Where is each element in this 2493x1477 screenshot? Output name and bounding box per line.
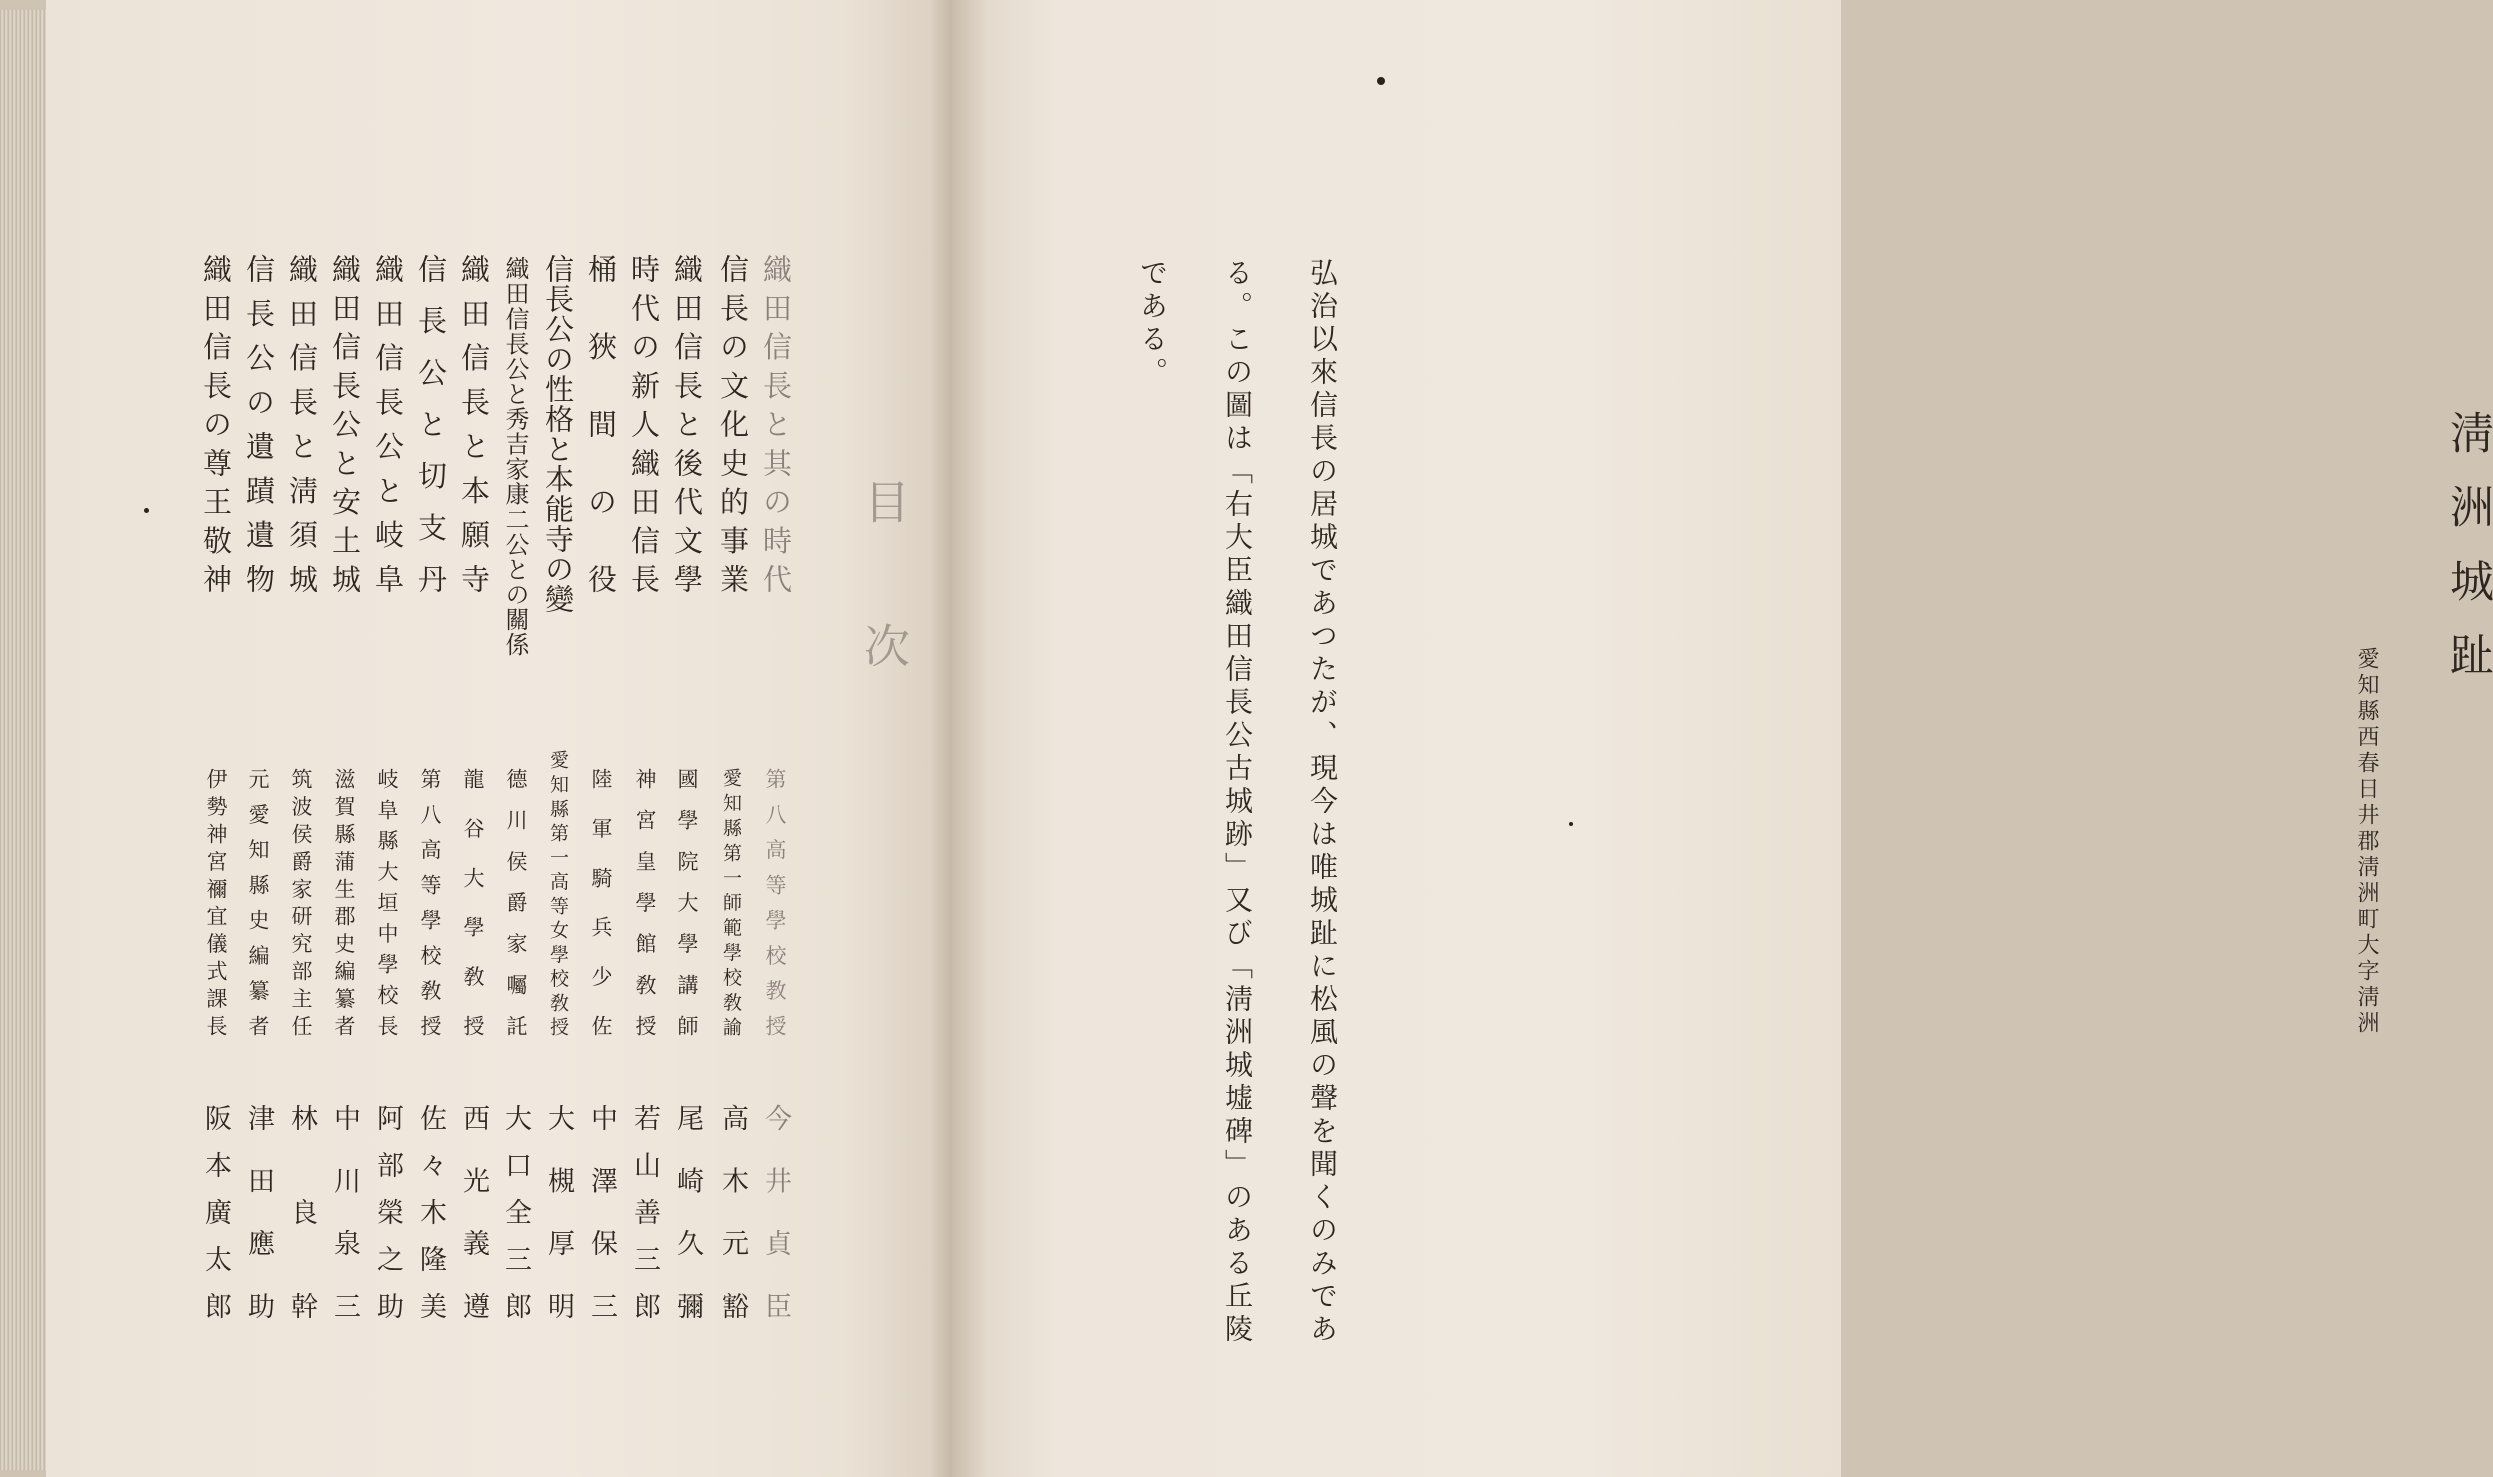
toc-author: 西光義遵 (458, 1104, 489, 1319)
toc-author: 阪本廣太郎 (200, 1104, 231, 1319)
toc-chapter: 織田信長と後代文學 (670, 254, 704, 594)
toc-author: 中澤保三 (586, 1104, 617, 1319)
toc-affiliation: 滋賀縣蒲生郡史編纂者 (332, 768, 356, 1036)
toc-author: 若山善三郎 (629, 1104, 660, 1319)
toc-affiliation: 筑波侯爵家研究部主任 (289, 768, 313, 1036)
toc-affiliation: 伊勢神宮禰宜儀式課長 (204, 768, 228, 1036)
ink-speck (144, 508, 149, 513)
toc-chapter: 桶狹間の役 (584, 254, 618, 594)
plate-address: 愛知縣西春日井郡淸洲町大字淸洲 (2354, 647, 2379, 1037)
toc-author: 大槻厚明 (543, 1104, 574, 1319)
toc-affiliation: 岐阜縣大垣中學校長 (375, 768, 399, 1036)
toc-author: 津田應助 (243, 1104, 274, 1319)
toc-affiliation: 神宮皇學館敎授 (633, 768, 657, 1036)
toc-chapter: 織田信長と淸須城 (285, 254, 319, 594)
toc-affiliation: 陸軍騎兵少佐 (589, 768, 613, 1036)
toc-chapter: 織田信長公と岐阜 (371, 254, 405, 594)
toc-affiliation: 德川侯爵家囑託 (504, 768, 528, 1036)
toc-author: 佐々木隆美 (415, 1104, 446, 1319)
left-page (46, 0, 952, 1477)
ink-speck (1569, 822, 1573, 826)
caption-line: る。この圖は「右大臣織田信長公古城跡」又び「淸洲城墟碑」のある丘陵 (1221, 258, 1254, 1347)
page-edges (0, 10, 52, 1470)
toc-chapter: 信長公と切支丹 (414, 254, 448, 594)
toc-chapter: 信長公の性格と本能寺の變 (541, 254, 575, 614)
toc-affiliation: 第八高等學校教授 (763, 768, 787, 1036)
ink-speck (1377, 77, 1385, 85)
toc-author: 林良幹 (286, 1104, 317, 1319)
toc-chapter: 織田信長の尊王敬神 (199, 254, 233, 594)
toc-chapter: 織田信長と其の時代 (759, 254, 793, 594)
toc-affiliation: 龍谷大學敎授 (461, 768, 485, 1036)
toc-author: 大口全三郎 (500, 1104, 531, 1319)
toc-chapter: 織田信長公と秀吉家康二公との關係 (501, 256, 529, 656)
toc-chapter: 信長の文化史的事業 (716, 254, 750, 594)
toc-affiliation: 愛知縣第一師範學校敎諭 (720, 768, 742, 1036)
toc-chapter: 時代の新人織田信長 (627, 254, 661, 594)
toc-author: 尾崎久彌 (672, 1104, 703, 1319)
toc-affiliation: 愛知縣第一高等女學校敎授 (547, 750, 569, 1036)
right-page (952, 0, 2493, 1477)
toc-affiliation: 元愛知縣史編纂者 (246, 768, 270, 1036)
toc-heading: 目次 (857, 478, 911, 766)
toc-author: 阿部榮之助 (372, 1104, 403, 1319)
toc-chapter: 信長公の遺蹟遺物 (242, 254, 276, 594)
plate-title: 淸洲城趾 (2442, 410, 2493, 706)
toc-affiliation: 國學院大學講師 (675, 768, 699, 1036)
toc-affiliation: 第八高等學校敎授 (418, 768, 442, 1036)
toc-author: 高木元豁 (717, 1104, 748, 1319)
toc-author: 中川泉三 (329, 1104, 360, 1319)
caption-line: である。 (1136, 258, 1169, 390)
toc-chapter: 織田信長公と安土城 (328, 254, 362, 594)
caption-line: 弘治以來信長の居城であつたが、現今は唯城趾に松風の聲を聞くのみであ (1306, 258, 1339, 1347)
toc-author: 今井貞臣 (760, 1104, 791, 1319)
toc-chapter: 織田信長と本願寺 (457, 254, 491, 594)
